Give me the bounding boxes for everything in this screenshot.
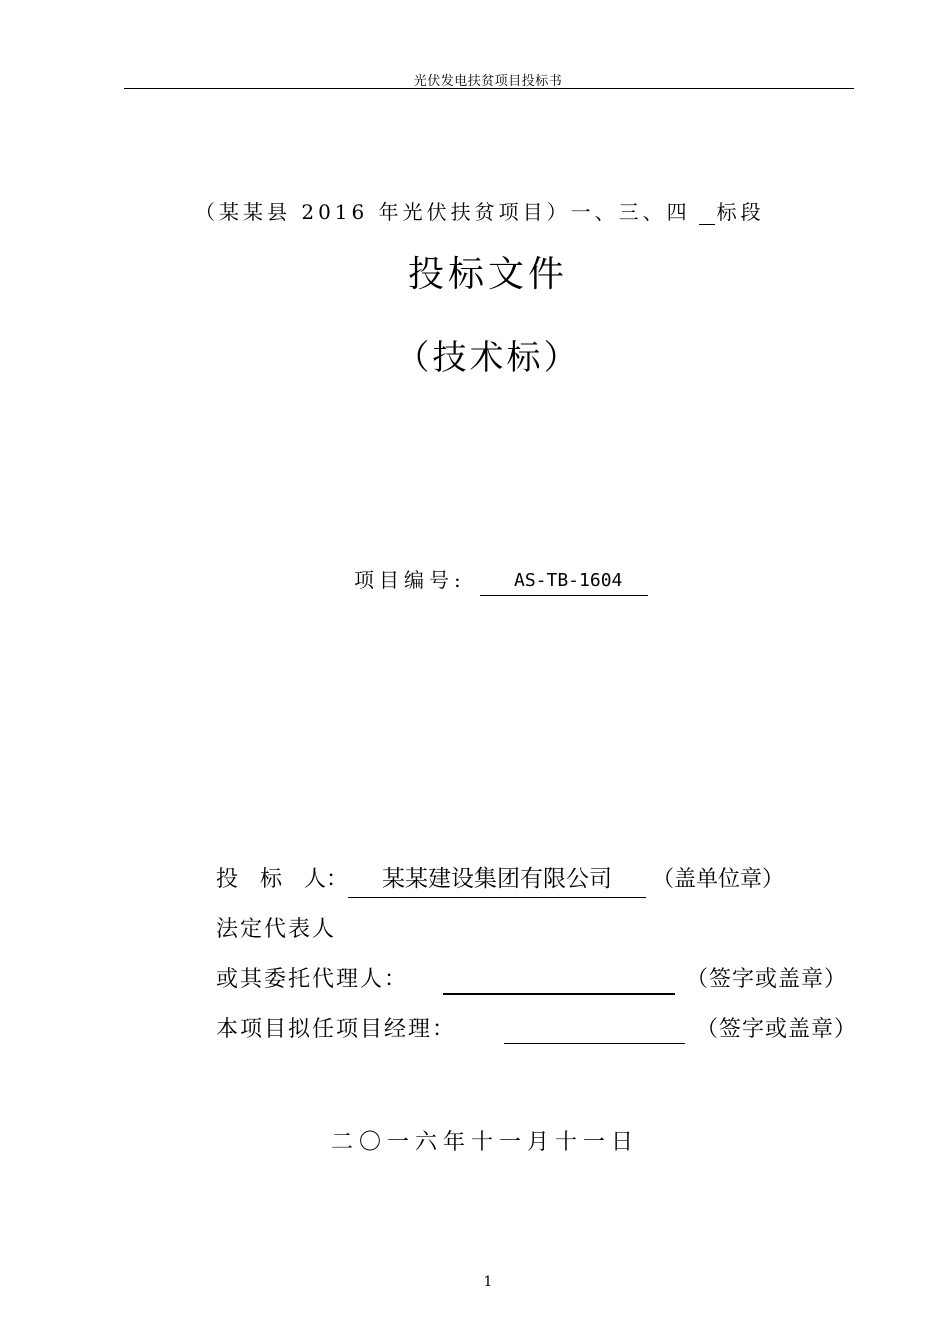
bidder-label-char-2: 标 bbox=[260, 867, 283, 892]
project-manager-signature-line bbox=[504, 1043, 685, 1044]
bidder-label-char-1: 投 bbox=[216, 867, 239, 892]
cover-subtitle-text: （某某县 2016 年光伏扶贫项目）一、三、四 bbox=[195, 200, 691, 224]
document-subtitle: （技术标） bbox=[395, 338, 581, 378]
bidder-stamp-note: （盖单位章） bbox=[652, 867, 785, 892]
section-blank-underline bbox=[699, 202, 715, 225]
header-divider bbox=[124, 88, 854, 89]
project-number-label: 项目编号: bbox=[354, 568, 466, 592]
project-manager-label: 本项目拟任项目经理： bbox=[216, 1017, 457, 1042]
project-number-value: AS-TB-1604 bbox=[480, 570, 648, 596]
agent-sign-note: （签字或盖章） bbox=[686, 967, 848, 992]
page-number: 1 bbox=[483, 1274, 493, 1290]
legal-representative-label: 法定代表人 bbox=[216, 917, 337, 942]
agent-signature-line bbox=[443, 993, 675, 995]
bidder-label bbox=[216, 862, 370, 893]
page-header-title: 光伏发电扶贫项目投标书 bbox=[413, 74, 563, 89]
agent-label: 或其委托代理人： bbox=[216, 967, 409, 992]
bidder-label-char-3: 人： bbox=[304, 867, 349, 892]
document-date: 二〇一六年十一月十一日 bbox=[331, 1130, 640, 1155]
cover-subtitle-suffix: 标段 bbox=[716, 200, 765, 224]
project-manager-sign-note: （签字或盖章） bbox=[696, 1017, 858, 1042]
cover-subtitle bbox=[195, 196, 765, 225]
bidder-name: 某某建设集团有限公司 bbox=[348, 860, 646, 898]
document-title: 投标文件 bbox=[407, 254, 568, 295]
